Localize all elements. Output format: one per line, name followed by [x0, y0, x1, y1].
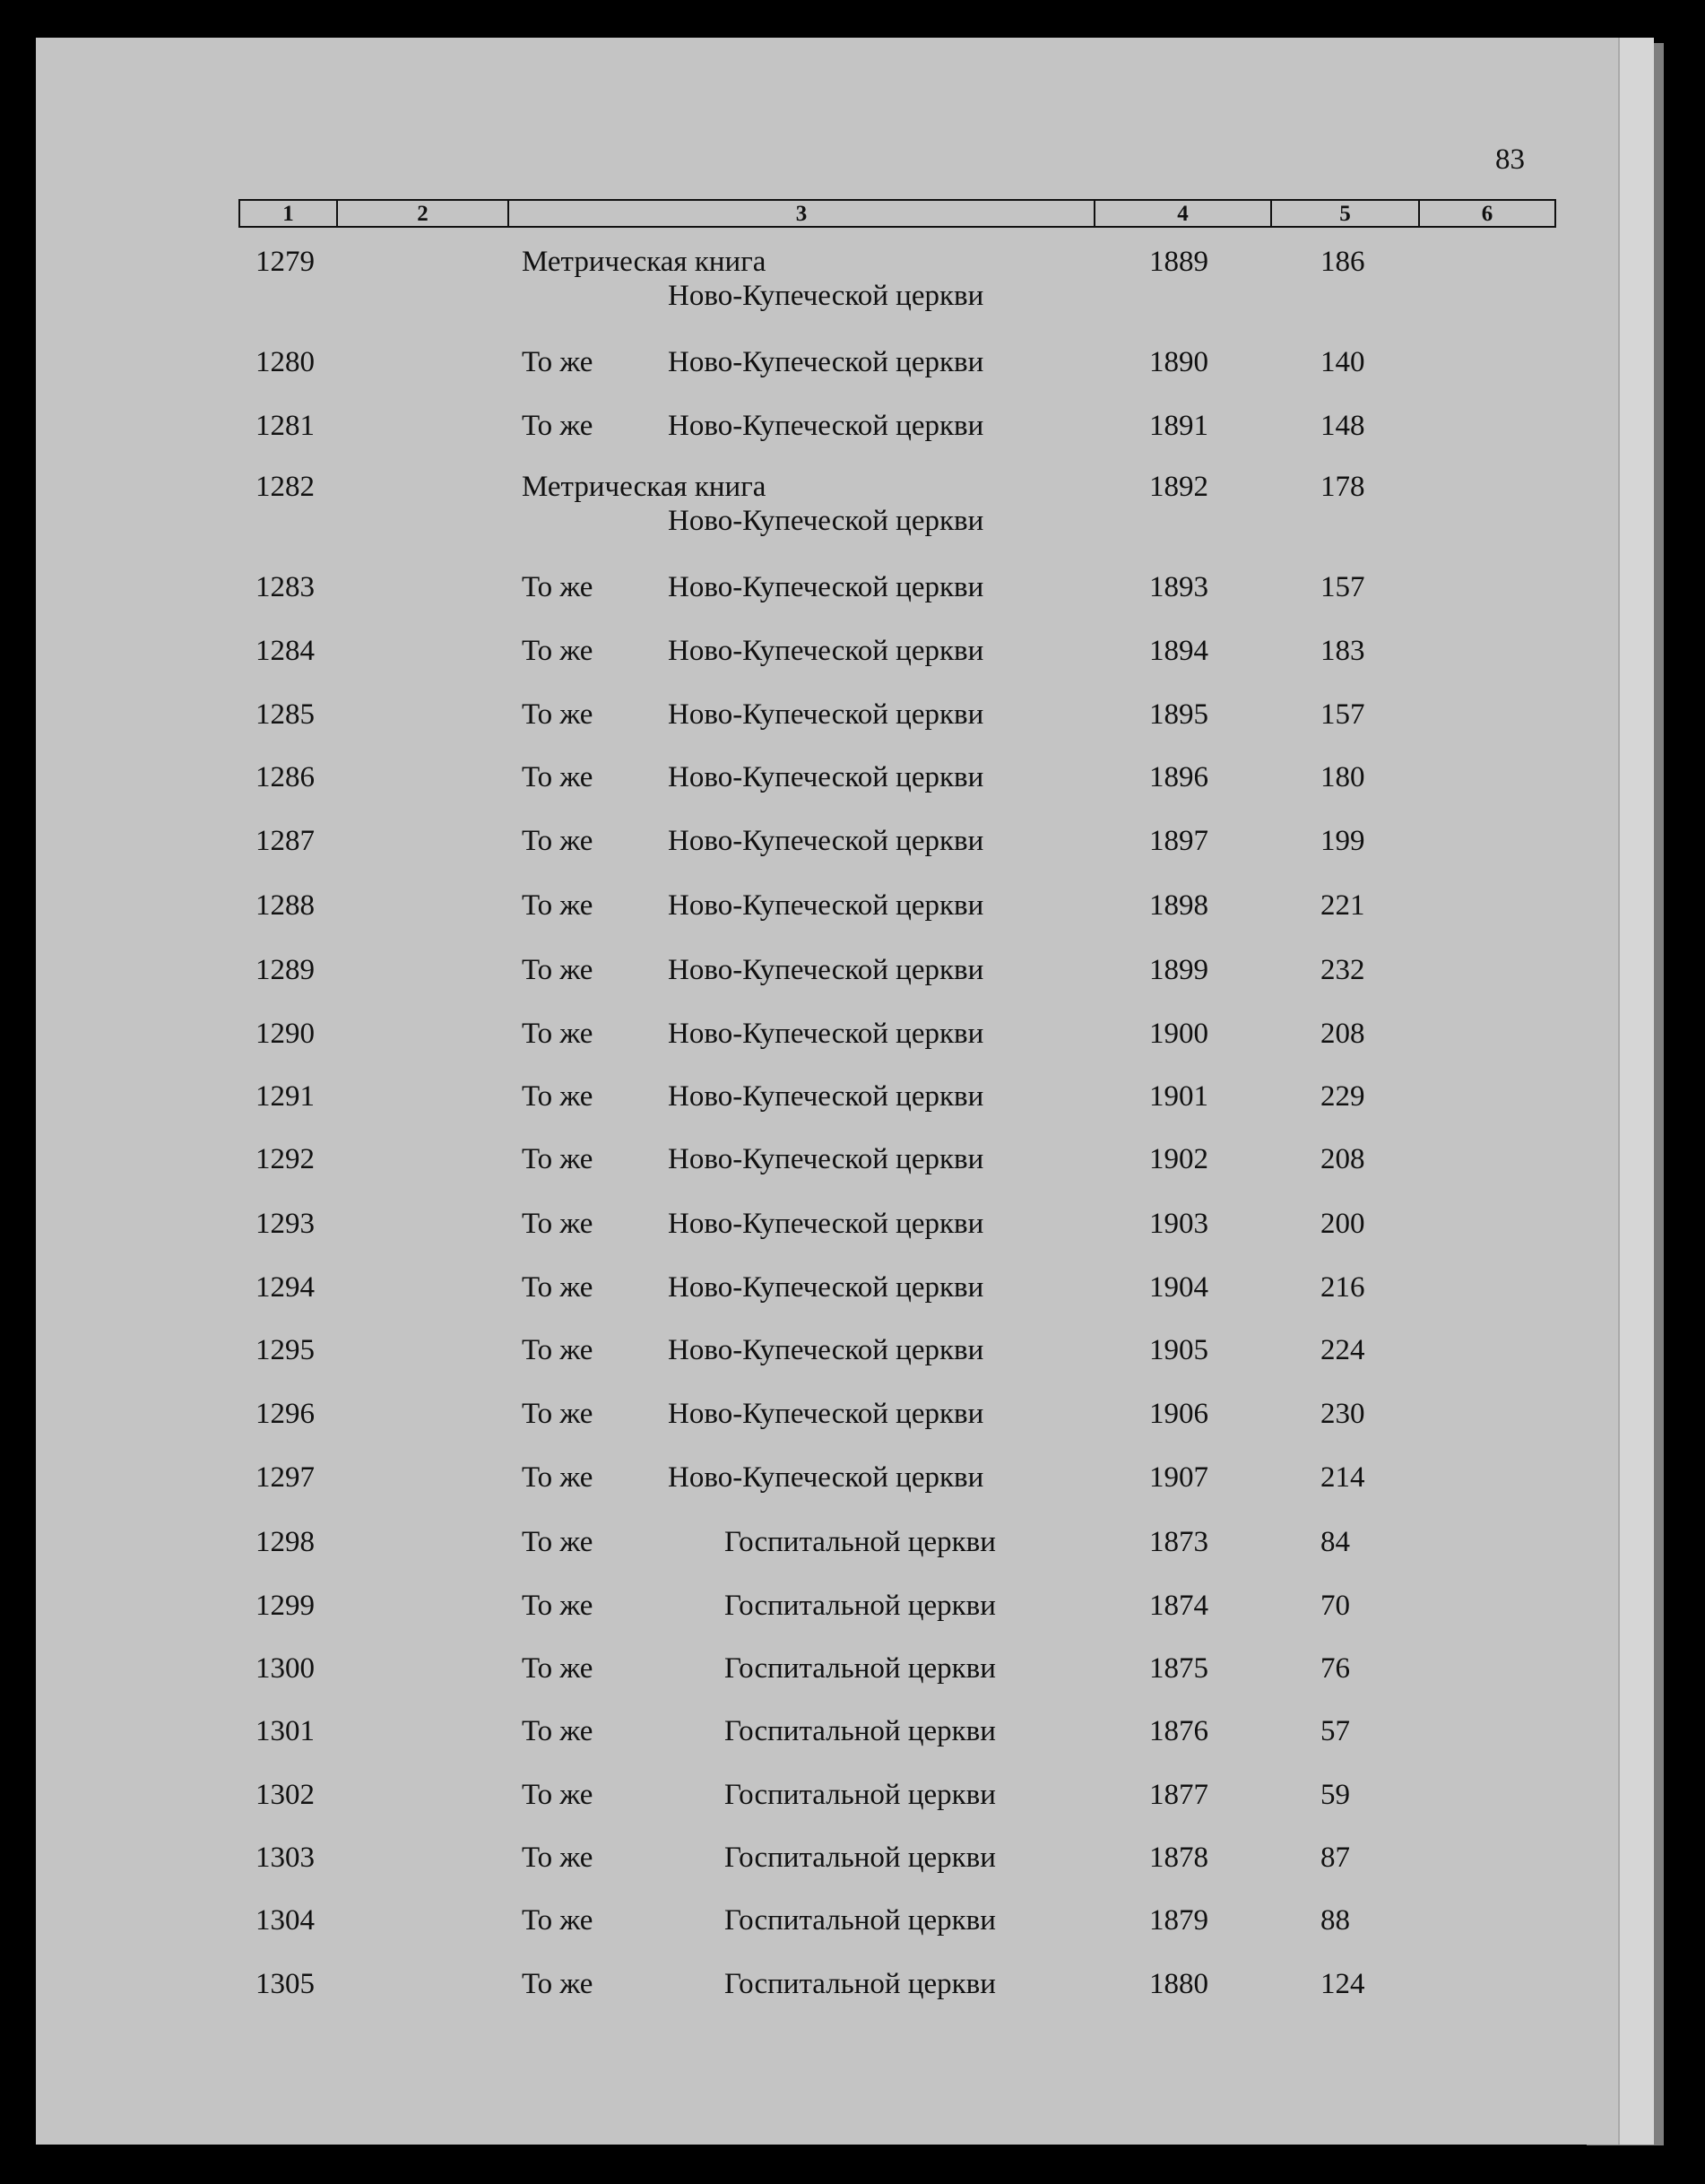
item-year: 1900 [1149, 1018, 1208, 1050]
item-year: 1890 [1149, 346, 1208, 378]
item-page-count: 57 [1320, 1715, 1350, 1747]
item-number: 1289 [255, 954, 315, 986]
item-number: 1297 [255, 1461, 315, 1494]
item-number: 1301 [255, 1715, 315, 1747]
item-year: 1892 [1149, 471, 1208, 503]
item-number: 1284 [255, 635, 315, 667]
item-year: 1904 [1149, 1271, 1208, 1304]
item-year: 1889 [1149, 246, 1208, 278]
item-church: Ново-Купеческой церкви [668, 505, 984, 537]
item-title: То же [522, 1904, 593, 1937]
table-row [0, 1713, 1705, 1785]
item-church: Ново-Купеческой церкви [668, 346, 984, 378]
item-year: 1874 [1149, 1590, 1208, 1622]
item-title: То же [522, 1398, 593, 1430]
column-header: 5 [1272, 201, 1420, 226]
item-title: То же [522, 1842, 593, 1874]
table-row [0, 1141, 1705, 1213]
item-year: 1902 [1149, 1143, 1208, 1175]
item-page-count: 148 [1320, 410, 1365, 442]
item-title: То же [522, 1652, 593, 1685]
column-header: 3 [509, 201, 1095, 226]
item-number: 1294 [255, 1271, 315, 1304]
item-title: То же [522, 1208, 593, 1240]
table-row [0, 1902, 1705, 1974]
item-number: 1303 [255, 1842, 315, 1874]
item-church: Госпитальной церкви [724, 1968, 996, 2000]
item-year: 1906 [1149, 1398, 1208, 1430]
item-number: 1287 [255, 825, 315, 857]
table-row [0, 469, 1705, 541]
item-year: 1893 [1149, 571, 1208, 603]
item-church: Ново-Купеческой церкви [668, 1080, 984, 1113]
item-church: Ново-Купеческой церкви [668, 1271, 984, 1304]
item-title: То же [522, 1715, 593, 1747]
item-year: 1879 [1149, 1904, 1208, 1937]
table-row [0, 1966, 1705, 2038]
item-page-count: 230 [1320, 1398, 1365, 1430]
table-row [0, 759, 1705, 831]
item-year: 1896 [1149, 761, 1208, 793]
column-header: 6 [1481, 201, 1493, 226]
item-page-count: 87 [1320, 1842, 1350, 1874]
item-page-count: 59 [1320, 1779, 1350, 1811]
item-number: 1288 [255, 889, 315, 922]
item-number: 1291 [255, 1080, 315, 1113]
table-row [0, 1460, 1705, 1531]
table-row [0, 1588, 1705, 1660]
item-church: Ново-Купеческой церкви [668, 410, 984, 442]
item-page-count: 208 [1320, 1143, 1365, 1175]
item-number: 1281 [255, 410, 315, 442]
table-row [0, 1651, 1705, 1722]
item-title: То же [522, 698, 593, 731]
item-year: 1880 [1149, 1968, 1208, 2000]
item-church: Госпитальной церкви [724, 1715, 996, 1747]
table-row [0, 697, 1705, 768]
item-number: 1280 [255, 346, 315, 378]
column-header: 2 [338, 201, 509, 226]
item-church: Ново-Купеческой церкви [668, 571, 984, 603]
item-number: 1283 [255, 571, 315, 603]
table-row [0, 1396, 1705, 1468]
item-page-count: 186 [1320, 246, 1365, 278]
item-title: То же [522, 889, 593, 922]
item-church: Ново-Купеческой церкви [668, 1461, 984, 1494]
table-row [0, 344, 1705, 416]
item-number: 1299 [255, 1590, 315, 1622]
item-page-count: 88 [1320, 1904, 1350, 1937]
item-number: 1286 [255, 761, 315, 793]
item-page-count: 180 [1320, 761, 1365, 793]
column-header-row [238, 199, 1556, 228]
item-title: То же [522, 571, 593, 603]
item-year: 1899 [1149, 954, 1208, 986]
item-church: Ново-Купеческой церкви [668, 635, 984, 667]
item-title: То же [522, 954, 593, 986]
item-year: 1907 [1149, 1461, 1208, 1494]
item-title: То же [522, 1526, 593, 1558]
table-row [0, 823, 1705, 895]
item-year: 1876 [1149, 1715, 1208, 1747]
item-number: 1302 [255, 1779, 315, 1811]
item-number: 1279 [255, 246, 315, 278]
item-year: 1903 [1149, 1208, 1208, 1240]
item-church: Госпитальной церкви [724, 1779, 996, 1811]
item-number: 1295 [255, 1334, 315, 1366]
item-year: 1875 [1149, 1652, 1208, 1685]
item-number: 1296 [255, 1398, 315, 1430]
item-church: Госпитальной церкви [724, 1590, 996, 1622]
item-page-count: 76 [1320, 1652, 1350, 1685]
item-number: 1305 [255, 1968, 315, 2000]
item-church: Ново-Купеческой церкви [668, 761, 984, 793]
item-page-count: 214 [1320, 1461, 1365, 1494]
item-page-count: 157 [1320, 571, 1365, 603]
item-title: То же [522, 1080, 593, 1113]
item-page-count: 200 [1320, 1208, 1365, 1240]
item-page-count: 140 [1320, 346, 1365, 378]
table-row [0, 1270, 1705, 1341]
item-number: 1285 [255, 698, 315, 731]
item-page-count: 70 [1320, 1590, 1350, 1622]
item-number: 1300 [255, 1652, 315, 1685]
table-row [0, 1016, 1705, 1088]
table-row [0, 633, 1705, 705]
item-title: Метрическая книга [522, 246, 766, 278]
item-number: 1290 [255, 1018, 315, 1050]
item-church: Ново-Купеческой церкви [668, 1143, 984, 1175]
item-church: Ново-Купеческой церкви [668, 889, 984, 922]
table-row [0, 1079, 1705, 1150]
item-title: То же [522, 410, 593, 442]
item-title: То же [522, 346, 593, 378]
item-year: 1894 [1149, 635, 1208, 667]
item-page-count: 224 [1320, 1334, 1365, 1366]
item-title: То же [522, 1590, 593, 1622]
item-page-count: 232 [1320, 954, 1365, 986]
item-title: То же [522, 825, 593, 857]
item-page-count: 199 [1320, 825, 1365, 857]
item-number: 1304 [255, 1904, 315, 1937]
page-number: 83 [1495, 143, 1525, 176]
table-row [0, 1524, 1705, 1596]
item-title: То же [522, 1018, 593, 1050]
item-church: Ново-Купеческой церкви [668, 954, 984, 986]
table-row [0, 1206, 1705, 1278]
item-title: То же [522, 1779, 593, 1811]
item-page-count: 157 [1320, 698, 1365, 731]
item-year: 1877 [1149, 1779, 1208, 1811]
item-church: Госпитальной церкви [724, 1652, 996, 1685]
item-title: То же [522, 1143, 593, 1175]
item-title: То же [522, 1968, 593, 2000]
item-church: Ново-Купеческой церкви [668, 1334, 984, 1366]
item-page-count: 178 [1320, 471, 1365, 503]
item-church: Ново-Купеческой церкви [668, 1208, 984, 1240]
table-row [0, 1332, 1705, 1404]
item-title: Метрическая книга [522, 471, 766, 503]
item-church: Госпитальной церкви [724, 1842, 996, 1874]
item-church: Ново-Купеческой церкви [668, 698, 984, 731]
item-year: 1873 [1149, 1526, 1208, 1558]
item-number: 1293 [255, 1208, 315, 1240]
item-page-count: 221 [1320, 889, 1365, 922]
item-church: Ново-Купеческой церкви [668, 1398, 984, 1430]
table-row [0, 1777, 1705, 1849]
item-page-count: 216 [1320, 1271, 1365, 1304]
item-church: Ново-Купеческой церкви [668, 825, 984, 857]
item-year: 1901 [1149, 1080, 1208, 1113]
item-number: 1298 [255, 1526, 315, 1558]
item-title: То же [522, 1461, 593, 1494]
item-number: 1282 [255, 471, 315, 503]
table-row [0, 569, 1705, 641]
item-church: Ново-Купеческой церкви [668, 280, 984, 312]
item-title: То же [522, 1271, 593, 1304]
column-header: 1 [240, 201, 338, 226]
item-title: То же [522, 761, 593, 793]
item-page-count: 84 [1320, 1526, 1350, 1558]
table-row [0, 888, 1705, 959]
item-year: 1895 [1149, 698, 1208, 731]
item-year: 1891 [1149, 410, 1208, 442]
item-page-count: 208 [1320, 1018, 1365, 1050]
item-church: Госпитальной церкви [724, 1526, 996, 1558]
table-row [0, 1840, 1705, 1911]
item-title: То же [522, 1334, 593, 1366]
item-page-count: 124 [1320, 1968, 1365, 2000]
item-year: 1905 [1149, 1334, 1208, 1366]
table-row [0, 244, 1705, 316]
item-number: 1292 [255, 1143, 315, 1175]
item-church: Госпитальной церкви [724, 1904, 996, 1937]
column-header: 4 [1095, 201, 1272, 226]
item-year: 1898 [1149, 889, 1208, 922]
item-church: Ново-Купеческой церкви [668, 1018, 984, 1050]
item-year: 1897 [1149, 825, 1208, 857]
item-page-count: 183 [1320, 635, 1365, 667]
table-row [0, 952, 1705, 1024]
item-title: То же [522, 635, 593, 667]
item-page-count: 229 [1320, 1080, 1365, 1113]
item-year: 1878 [1149, 1842, 1208, 1874]
